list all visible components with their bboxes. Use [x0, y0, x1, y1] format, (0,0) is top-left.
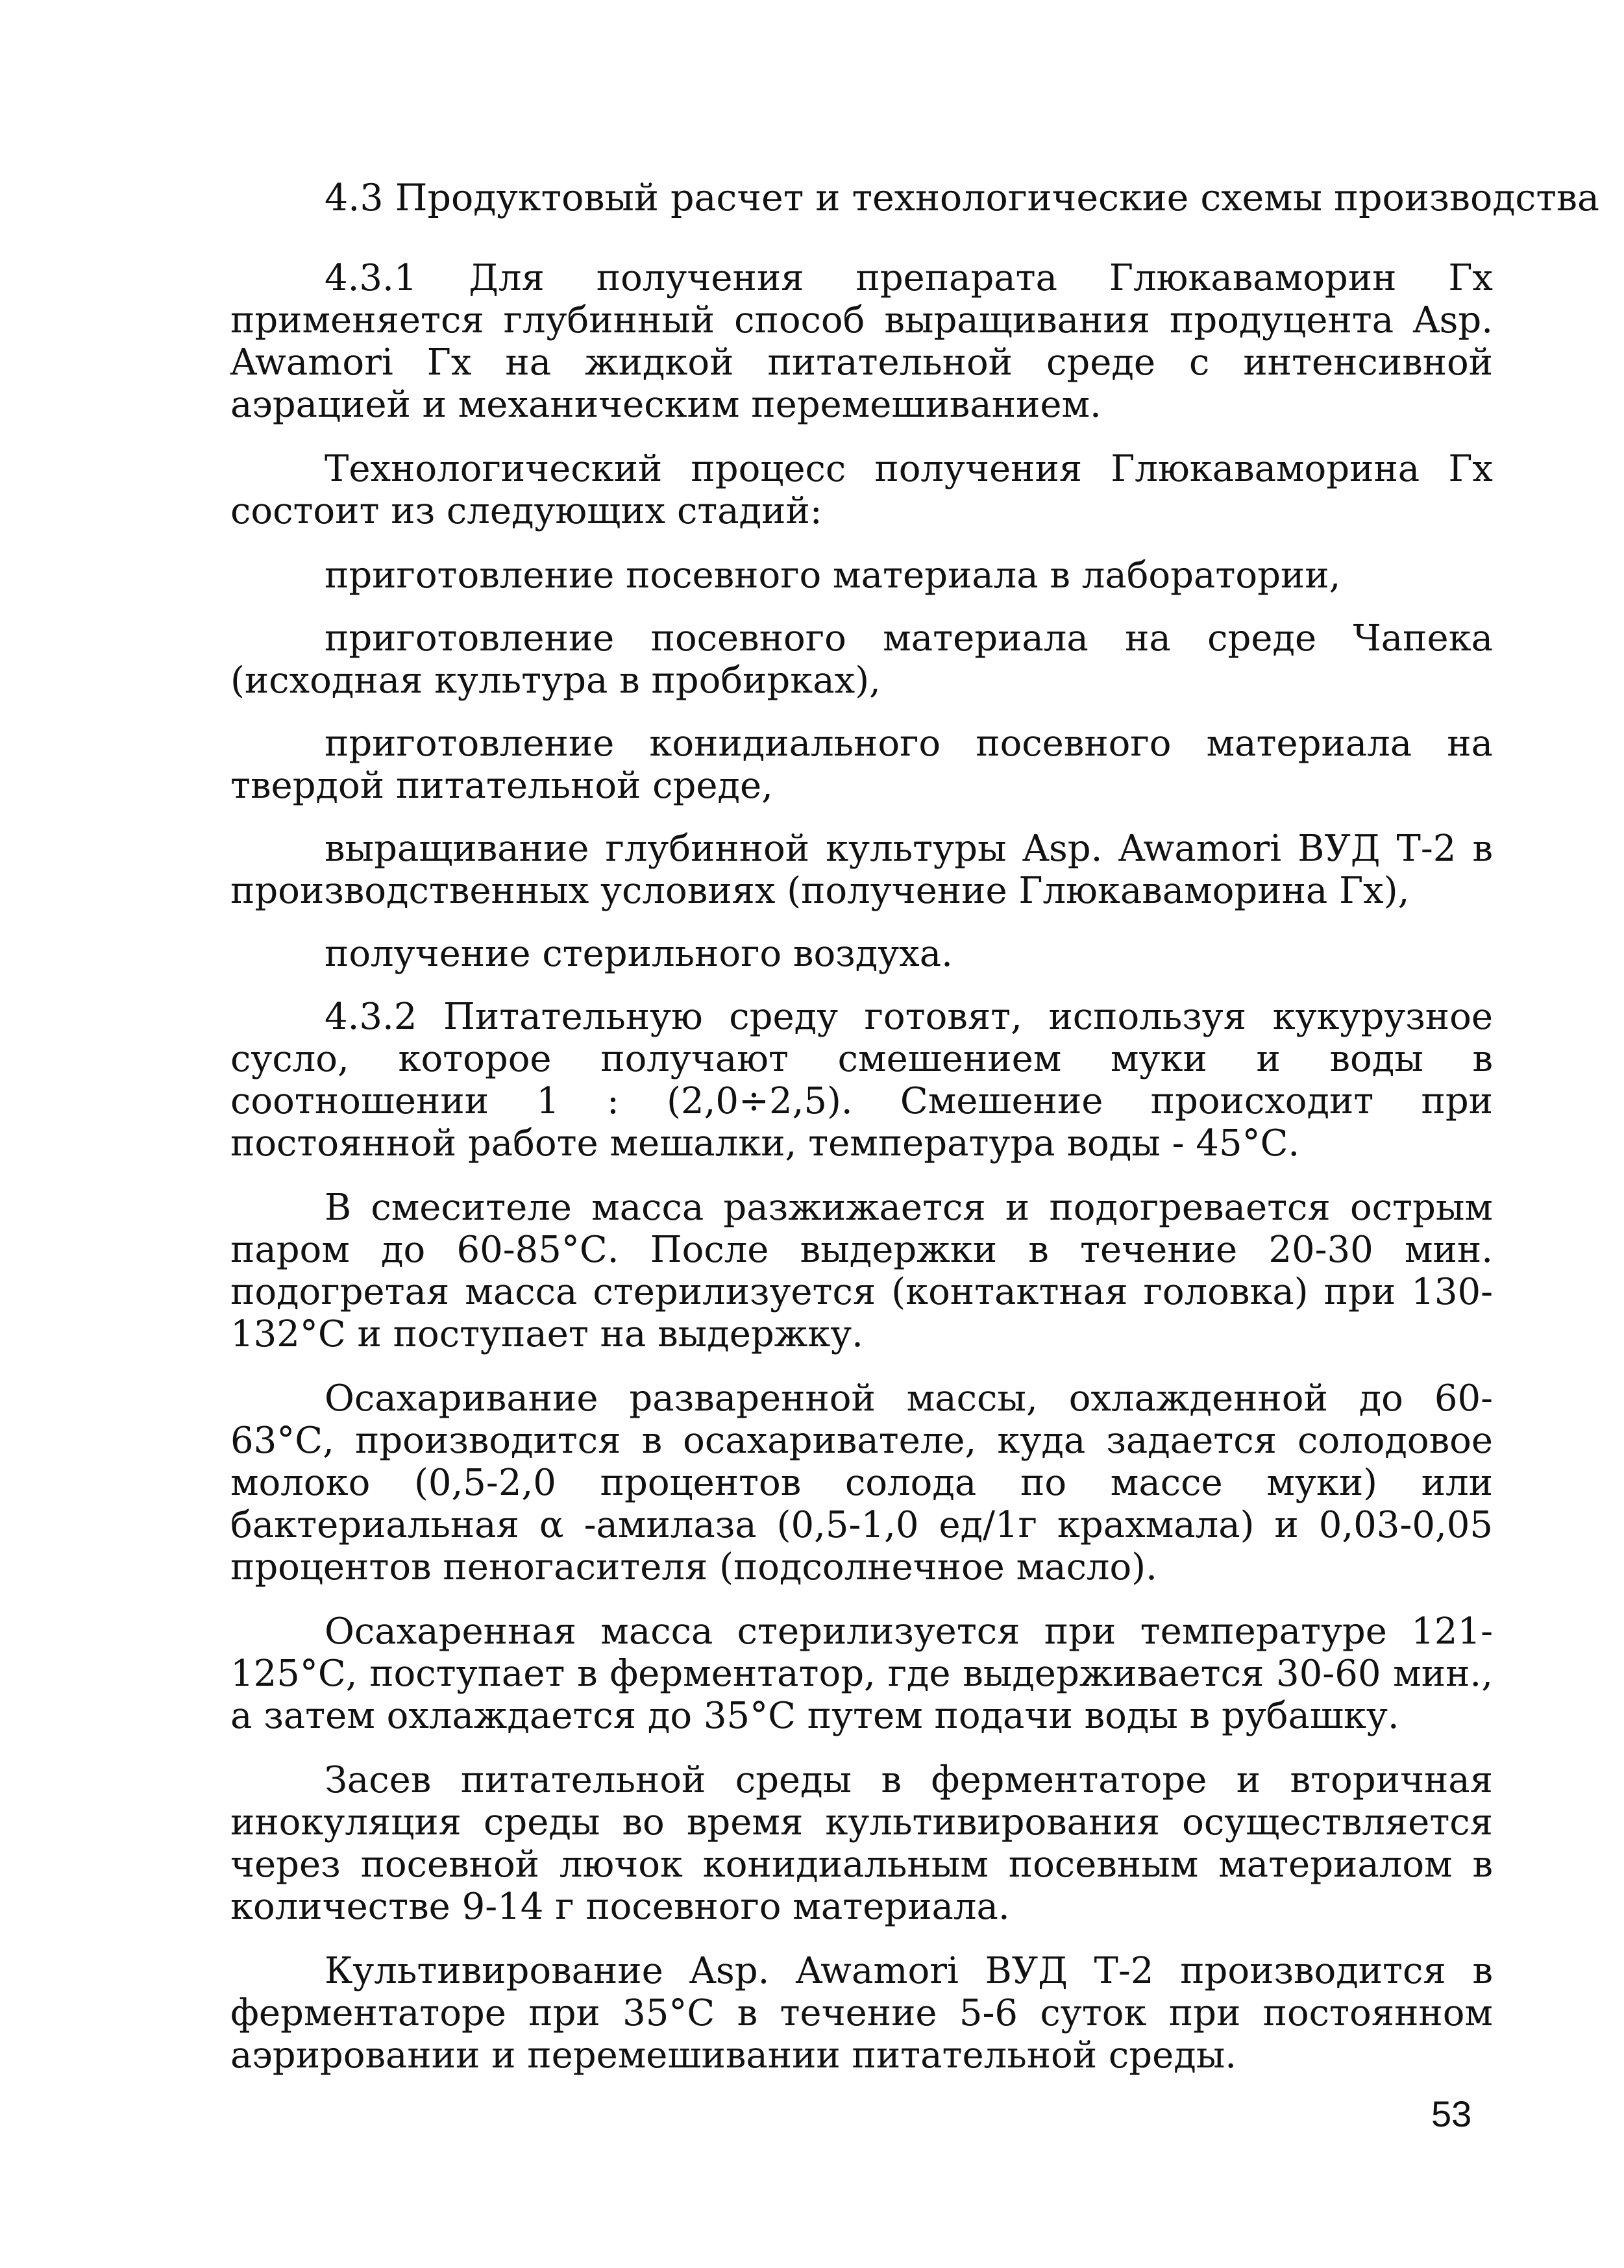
paragraph-mixer: В смесителе масса разжижается и подогревается острым паром до 60-85°С. После выдержки в течение 20-30 мин. подогретая масса стерилизуется (контактная головка) при 130-132°С и поступает на выдержку.: [230, 1187, 1493, 1355]
paragraph-sterilization: Осахаренная масса стерилизуется при температуре 121-125°С, поступает в ферментатор, где выдерживается 30-60 мин., а затем охлаждается до 35°С путем подачи воды в рубашку.: [230, 1610, 1493, 1737]
page-number: 53: [1431, 2093, 1472, 2134]
section-heading: 4.3 Продуктовый расчет и технологические схемы производства: [325, 177, 1599, 219]
stage-item: приготовление конидиального посевного материала на твердой питательной среде,: [230, 722, 1493, 807]
paragraph-4-3-2: 4.3.2 Питательную среду готовят, используя кукурузное сусло, которое получают смешением муки и воды в соотношении 1 : (2,0÷2,5). Смешение происходит при постоянной работе мешалки, температура воды - 45°С.: [230, 996, 1493, 1165]
stage-item: приготовление посевного материала в лаборатории,: [325, 554, 1341, 597]
stage-item: приготовление посевного материала на среде Чапека (исходная культура в пробирках),: [230, 617, 1493, 702]
paragraph-saccharification: Осахаривание разваренной массы, охлажденной до 60-63°С, производится в осахаривателе, куда задается солодовое молоко (0,5-2,0 процентов солода по массе муки) или бактериальная α -амилаза (0,5-1,0 ед/1г крахмала) и 0,03-0,05 процентов пеногасителя (подсолнечное масло).: [230, 1377, 1493, 1588]
paragraph-inoculation: Засев питательной среды в ферментаторе и вторичная инокуляция среды во время культивирования осуществляется через посевной лючок конидиальным посевным материалом в количестве 9-14 г посевного материала.: [230, 1759, 1493, 1928]
paragraph-process-intro: Технологический процесс получения Глюкаваморина Гх состоит из следующих стадий:: [230, 448, 1493, 532]
document-page: [230, 175, 1599, 2099]
paragraph-4-3-1: 4.3.1 Для получения препарата Глюкаваморин Гх применяется глубинный способ выращивания продуцента Asp. Awamori Гх на жидкой питательной среде с интенсивной аэрацией и механическим перемешиванием.: [230, 257, 1493, 426]
paragraph-cultivation: Культивирование Asp. Awamori ВУД Т-2 производится в ферментаторе при 35°С в течение 5-6 суток при постоянном аэрировании и перемешивании питательной среды.: [230, 1950, 1493, 2077]
stage-item: выращивание глубинной культуры Asp. Awamori ВУД Т-2 в производственных условиях (получение Глюкаваморина Гх),: [230, 828, 1494, 912]
stage-item: получение стерильного воздуха.: [325, 933, 953, 975]
